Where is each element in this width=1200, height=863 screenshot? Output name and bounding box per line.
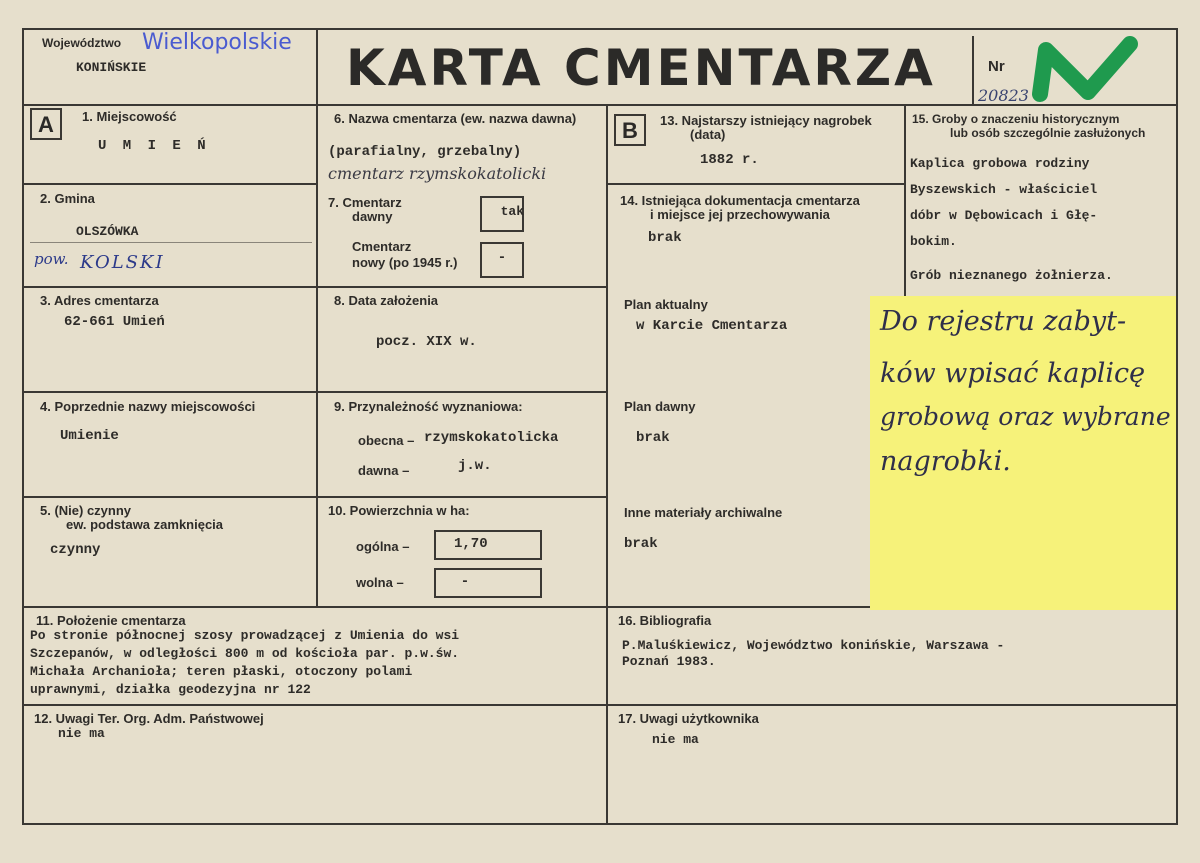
header-vline-1: [316, 28, 318, 104]
field10-label: 10. Powierzchnia w ha:: [328, 503, 470, 518]
field8-label: 8. Data założenia: [334, 293, 439, 308]
field15-line-1: Kaplica grobowa rodziny: [910, 156, 1090, 171]
nr-handwritten: 20823: [978, 86, 1029, 105]
hline-mid-1: [316, 286, 606, 288]
field15-line-3: dóbr w Dębowicach i Głę-: [910, 208, 1098, 223]
plan-aktualny-label: Plan aktualny: [624, 297, 708, 312]
field11-line-4: uprawnymi, działka geodezyjna nr 122: [30, 682, 311, 697]
sticky-note-line-3: grobową oraz wybrane: [880, 402, 1171, 431]
field14-value: brak: [648, 230, 682, 246]
col-divider-3: [904, 104, 906, 296]
field4-value: Umienie: [60, 428, 119, 444]
field2-label: 2. Gmina: [40, 191, 95, 206]
field5-label-2: ew. podstawa zamknięcia: [66, 517, 224, 532]
field7-dawny-label-2: dawny: [352, 209, 393, 224]
field1-label: 1. Miejscowość: [82, 109, 177, 124]
field6-value-handwritten: cmentarz rzymskokatolicki: [328, 164, 547, 183]
field2-underline: [30, 242, 312, 243]
field15-label-2: lub osób szczególnie zasłużonych: [950, 126, 1146, 140]
field5-label-1: 5. (Nie) czynny: [40, 503, 132, 518]
field11-label: 11. Położenie cmentarza: [36, 613, 186, 628]
border-bottom: [22, 823, 1178, 825]
header-vline-2: [972, 36, 974, 104]
field10-wolna-value: -: [460, 574, 470, 590]
inne-materialy-label: Inne materiały archiwalne: [624, 505, 783, 520]
field12-label: 12. Uwagi Ter. Org. Adm. Państwowej: [34, 711, 264, 726]
field2-pow-label: pow.: [34, 250, 69, 268]
hline-right-1: [606, 183, 904, 185]
field7-nowy-label-1: Cmentarz: [352, 239, 412, 254]
hline-left-2: [22, 286, 316, 288]
field5-value: czynny: [50, 542, 101, 558]
hline-full-2: [22, 704, 1178, 706]
hline-left-3: [22, 391, 316, 393]
field13-value: 1882 r.: [700, 152, 759, 168]
field10-ogolna-label: ogólna –: [356, 539, 410, 554]
sticky-note-line-4: nagrobki.: [880, 446, 1011, 477]
field11-line-1: Po stronie północnej szosy prowadzącej z Umienia do wsi: [30, 628, 460, 643]
section-a-letter: A: [38, 112, 54, 137]
field8-value: pocz. XIX w.: [376, 334, 477, 350]
field9-label: 9. Przynależność wyznaniowa:: [334, 399, 523, 414]
field16-line-1: P.Maluśkiewicz, Województwo konińskie, Warszawa -: [622, 638, 1005, 653]
col-divider-1: [316, 104, 318, 606]
field11-line-2: Szczepanów, w odległości 800 m od kościoła par. p.w.św.: [30, 646, 460, 661]
field4-label: 4. Poprzednie nazwy miejscowości: [40, 399, 256, 414]
field15-label-1: 15. Groby o znaczeniu historycznym: [912, 112, 1120, 126]
field14-label-1: 14. Istniejąca dokumentacja cmentarza: [620, 193, 860, 208]
field9-obecna-label: obecna –: [358, 433, 415, 448]
field1-value: U M I E Ń: [98, 138, 210, 154]
hline-mid-2: [316, 391, 606, 393]
field10-ogolna-box: [434, 530, 542, 560]
field11-line-3: Michała Archanioła; teren płaski, otoczony polami: [30, 664, 413, 679]
field16-label: 16. Bibliografia: [618, 613, 712, 628]
field17-label: 17. Uwagi użytkownika: [618, 711, 759, 726]
field7-dawny-value: tak: [500, 204, 524, 219]
field7-nowy-label-2: nowy (po 1945 r.): [352, 255, 458, 270]
field7-dawny-label-1: 7. Cmentarz: [328, 195, 402, 210]
section-b-letter: B: [622, 118, 638, 143]
field3-value: 62-661 Umień: [64, 314, 165, 330]
field10-ogolna-value: 1,70: [454, 536, 488, 552]
field15-line-5: Grób nieznanego żołnierza.: [910, 268, 1113, 283]
field14-label-2: i miejsce jej przechowywania: [650, 207, 830, 222]
field9-dawna-label: dawna –: [358, 463, 410, 478]
wojewodztwo-stamp: Wielkopolskie: [142, 30, 292, 55]
field16-line-2: Poznań 1983.: [622, 654, 716, 669]
hline-left-1: [22, 183, 316, 185]
hline-mid-3: [316, 496, 606, 498]
wojewodztwo-label: Województwo: [42, 36, 122, 50]
wojewodztwo-typed: KONIŃSKIE: [76, 60, 147, 75]
field10-wolna-label: wolna –: [356, 575, 404, 590]
inne-materialy-value: brak: [624, 536, 658, 552]
hline-left-4: [22, 496, 316, 498]
field3-label: 3. Adres cmentarza: [40, 293, 159, 308]
field15-line-2: Byszewskich - właściciel: [910, 182, 1098, 197]
col-divider-2: [606, 104, 608, 823]
field17-value: nie ma: [652, 732, 699, 747]
plan-aktualny-value: w Karcie Cmentarza: [636, 318, 788, 334]
plan-dawny-value: brak: [636, 430, 670, 446]
field9-obecna-value: rzymskokatolicka: [424, 430, 559, 446]
field12-value: nie ma: [58, 726, 105, 741]
sticky-note-line-2: ków wpisać kaplicę: [880, 358, 1146, 389]
field6-label: 6. Nazwa cmentarza (ew. nazwa dawna): [334, 111, 577, 126]
nr-label: Nr: [988, 58, 1005, 75]
plan-dawny-label: Plan dawny: [624, 399, 696, 414]
green-check-mark: [1030, 30, 1146, 108]
page-title: KARTA CMENTARZA: [346, 39, 936, 97]
field7-nowy-value: -: [497, 250, 507, 266]
field13-label-1: 13. Najstarszy istniejący nagrobek: [660, 113, 872, 128]
field2-value: OLSZÓWKA: [76, 224, 139, 239]
sticky-note-line-1: Do rejestru zabyt-: [880, 306, 1127, 337]
field6-value-typed: (parafialny, grzebalny): [328, 144, 522, 160]
field2-pow-value: KOLSKI: [80, 252, 165, 273]
field15-line-4: bokim.: [910, 234, 957, 249]
field9-dawna-value: j.w.: [458, 458, 492, 474]
field13-label-2: (data): [690, 127, 726, 142]
